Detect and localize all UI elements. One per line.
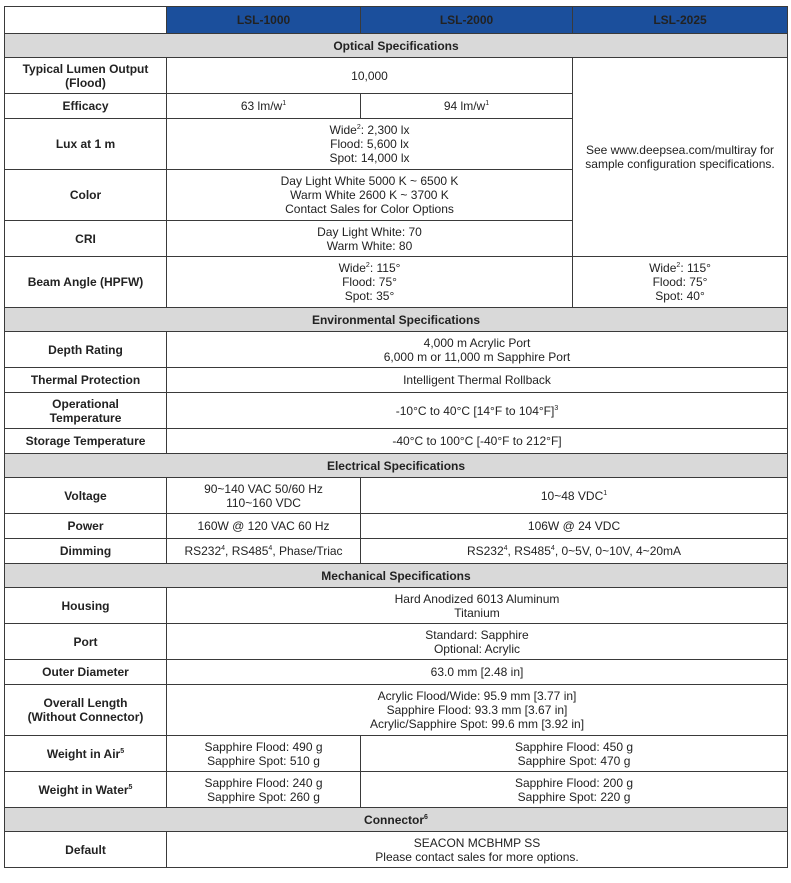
value-efficacy-lsl-1000: 63 $lm/w^1$ (167, 94, 361, 119)
value-weight-in-water-lsl-1000: Sapphire Flood: 240 g Sapphire Spot: 260 g (167, 772, 361, 808)
label-voltage: Voltage (5, 478, 167, 514)
value-beam-angle-lsl-2025: Wide$^2$: 115° Flood: 75° Spot: 40° (573, 257, 788, 308)
section-row-optical (5, 34, 788, 58)
row-voltage (5, 478, 788, 514)
row-weight-in-water (5, 772, 788, 808)
header-corner (5, 7, 167, 34)
label-thermal-protection: Thermal Protection (5, 368, 167, 393)
section-title-optical: Optical Specifications (5, 34, 788, 58)
row-outer-diameter (5, 660, 788, 685)
label-default-connector: Default (5, 832, 167, 868)
value-lux: Wide$^2$: 2,300 lx Flood: 5,600 lx Spot: 14,000 lx (167, 119, 573, 170)
section-title-electrical: Electrical Specifications (5, 454, 788, 478)
value-outer-diameter: 63.0 mm [2.48 in] (167, 660, 788, 685)
section-row-electrical (5, 454, 788, 478)
value-default-connector: SEACON MCBHMP SS Please contact sales for more options. (167, 832, 788, 868)
value-beam-angle: Wide$^2$: 115° Flood: 75° Spot: 35° (167, 257, 573, 308)
value-power-lsl-2000: 106W @ 24 VDC (361, 514, 788, 539)
value-storage-temperature: -40°C to 100°C [-40°F to 212°F] (167, 429, 788, 454)
value-power-lsl-1000: 160W @ 120 VAC 60 Hz (167, 514, 361, 539)
value-overall-length: Acrylic Flood/Wide: 95.9 mm [3.77 in] Sapphire Flood: 93.3 mm [3.67 in] Acrylic/Sapphire Spot: 99.6 mm [3.92 in] (167, 685, 788, 736)
row-storage-temperature (5, 429, 788, 454)
section-title-mechanical: Mechanical Specifications (5, 564, 788, 588)
spec-table (4, 6, 788, 868)
row-housing (5, 588, 788, 624)
col-header-lsl-2000: LSL-2000 (361, 7, 573, 34)
col-header-lsl-2025: LSL-2025 (573, 7, 788, 34)
value-depth-rating: 4,000 m Acrylic Port 6,000 m or 11,000 m Sapphire Port (167, 332, 788, 368)
label-cri: CRI (5, 221, 167, 257)
label-overall-length: Overall Length (Without Connector) (5, 685, 167, 736)
label-efficacy: Efficacy (5, 94, 167, 119)
section-row-connector (5, 808, 788, 832)
value-voltage-lsl-1000: 90~140 VAC 50/60 Hz 110~160 VDC (167, 478, 361, 514)
lsl-2025-optical-note: See www.deepsea.com/multiray for sample configuration specifications. (573, 58, 788, 257)
section-row-mechanical (5, 564, 788, 588)
value-color: Day Light White 5000 K ~ 6500 K Warm White 2600 K ~ 3700 K Contact Sales for Color Options (167, 170, 573, 221)
value-weight-in-air-lsl-2000: Sapphire Flood: 450 g Sapphire Spot: 470 g (361, 736, 788, 772)
label-dimming: Dimming (5, 539, 167, 564)
value-cri: Day Light White: 70 Warm White: 80 (167, 221, 573, 257)
row-dimming (5, 539, 788, 564)
value-lumen-output: 10,000 (167, 58, 573, 94)
row-port (5, 624, 788, 660)
row-depth-rating (5, 332, 788, 368)
label-beam-angle: Beam Angle (HPFW) (5, 257, 167, 308)
row-lumen-output (5, 58, 788, 94)
value-operational-temperature: -10°C to 40°C [14°F to 104°F]$^3$ (167, 393, 788, 429)
section-title-connector: Connector$^6$ (5, 808, 788, 832)
value-weight-in-water-lsl-2000: Sapphire Flood: 200 g Sapphire Spot: 220 g (361, 772, 788, 808)
value-voltage-lsl-2000: 10~48 VDC$^1$ (361, 478, 788, 514)
header-row (5, 7, 788, 34)
label-housing: Housing (5, 588, 167, 624)
row-power (5, 514, 788, 539)
section-row-environmental (5, 308, 788, 332)
label-lux: Lux at 1 m (5, 119, 167, 170)
label-depth-rating: Depth Rating (5, 332, 167, 368)
row-default-connector (5, 832, 788, 868)
col-header-lsl-1000: LSL-1000 (167, 7, 361, 34)
label-operational-temperature: Operational Temperature (5, 393, 167, 429)
row-weight-in-air (5, 736, 788, 772)
value-housing: Hard Anodized 6013 Aluminum Titanium (167, 588, 788, 624)
section-title-environmental: Environmental Specifications (5, 308, 788, 332)
label-outer-diameter: Outer Diameter (5, 660, 167, 685)
label-weight-in-air: Weight in Air$^5$ (5, 736, 167, 772)
label-power: Power (5, 514, 167, 539)
value-dimming-lsl-2000: $RS232^4$, $RS485^4$, 0~5V, 0~10V, 4~20mA (361, 539, 788, 564)
value-port: Standard: Sapphire Optional: Acrylic (167, 624, 788, 660)
value-thermal-protection: Intelligent Thermal Rollback (167, 368, 788, 393)
label-color: Color (5, 170, 167, 221)
label-storage-temperature: Storage Temperature (5, 429, 167, 454)
value-efficacy-lsl-2000: 94 $lm/w^1$ (361, 94, 573, 119)
label-weight-in-water: Weight in Water$^5$ (5, 772, 167, 808)
row-thermal-protection (5, 368, 788, 393)
value-dimming-lsl-1000: $RS232^4$, $RS485^4$, Phase/Triac (167, 539, 361, 564)
label-port: Port (5, 624, 167, 660)
row-overall-length (5, 685, 788, 736)
row-beam-angle (5, 257, 788, 308)
row-operational-temperature (5, 393, 788, 429)
label-lumen-output: Typical Lumen Output (Flood) (5, 58, 167, 94)
value-weight-in-air-lsl-1000: Sapphire Flood: 490 g Sapphire Spot: 510 g (167, 736, 361, 772)
